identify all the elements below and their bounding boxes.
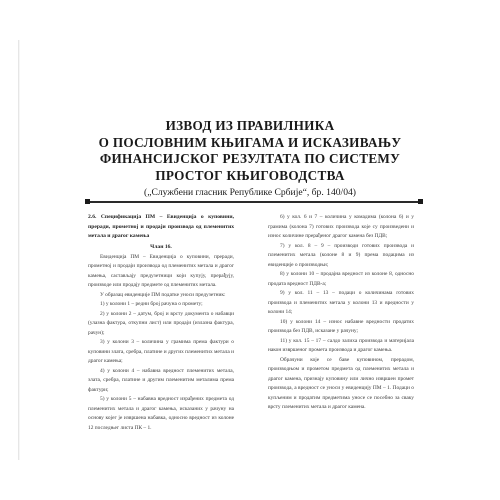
article-number: Члан 16. — [150, 243, 172, 250]
page-edge-shadow — [18, 40, 20, 460]
title-line-3: ФИНАНСИЈСКОГ РЕЗУЛТАТА ПО СИСТЕМУ — [99, 151, 401, 166]
paragraph: 9) у кол. 11 – 13 – подаци о количинама готових производа и племенитих метала у колони 13 и вредности у колони 14; — [268, 290, 414, 315]
gazette-reference: („Службени гласник Републике Србије“, бр. 140/04) — [144, 187, 356, 198]
section-heading: 2.6. Спецификација ПМ – Евиденција о куповини, преради, прометној и продаји производа од племенитих метала и драгог камења — [88, 214, 234, 239]
divider-right-ornament — [418, 199, 423, 204]
right-text-column — [268, 213, 414, 413]
paragraph: Евиденција ПМ – Евиденција о куповини, преради, прометној и продаји производа од племенитих метала и драгог камења, састављају предузетници који купују, прерађују, производе или продају предмете од племенитих метала. — [88, 253, 234, 288]
title-divider — [88, 199, 420, 205]
paragraph: 3) у колони 3 – количина у грамима према фактури о куповини злата, сребра, платине и других племенитих метала и драгог камења; — [88, 339, 234, 364]
paragraph: 5) у колони 5 – набавна вредност израђених предмета од племенитих метала и драгог камења, исказаних у рачуну на основу којег је извршена набавка, односно вредност из колоне 12 последњег листа ПК – 1. — [88, 396, 234, 431]
paragraph: 2) у колони 2 – датум, број и врсту документа о набавци (улазна фактура, откупни лист) или продаји (излазна фактура, рачун); — [88, 310, 234, 336]
title-line-2: О ПОСЛОВНИМ КЊИГАМА И ИСКАЗИВАЊУ — [98, 134, 402, 150]
paragraph: 6) у кол. 6 и 7 – количина у комадима (колона 6) и у грамима (колона 7) готових производа које су произведени и износ количине прерађеног драгог камена без ПДВ; — [268, 214, 414, 239]
title-line-4: ПРОСТОГ КЊИГОВОДСТВА — [155, 167, 345, 183]
title-line-1: ИЗВОД ИЗ ПРАВИЛНИКА — [165, 118, 335, 133]
paragraph: 7) у кол. 8 – 9 – производи готових производа и племенитих метала (колоне 8 и 9) према подацима из евиденције о производњи; — [268, 242, 414, 268]
paragraph: 11) у кол. 15 – 17 – салдо залиха производа и материјала након извршеног промета производа и драгог камења. — [268, 337, 414, 353]
divider-line — [88, 201, 420, 203]
paragraph: 4) у колони 4 – набавна вредност племенитих метала, злата, сребра, платине и другим племенитим металима према фактури; — [88, 367, 234, 393]
divider-left-ornament — [85, 199, 90, 204]
paragraph: 8) у колони 10 – продајна вредност из колоне 8, односно продата вредност ПДВ-а; — [268, 271, 414, 287]
paragraph: 10) у колони 14 – износ набавне вредности продатих производа без ПДВ, исказане у рачуну; — [268, 318, 414, 334]
paragraph: Обрачуни које се баве куповином, прерадом, производњом и прометом предмета од племенитих метала и драгог камена, признају куповину или лично извршен промет производа, а вредност се уноси у евиденцију ПМ – 1. Подаци о купљеним и продатим предметима уносе се посебно за сваку врсту племенитих метала и драгог камена. — [268, 356, 414, 410]
paragraph: У образац евиденције ПМ податке уноси предузетник: — [100, 291, 226, 298]
left-text-column — [88, 213, 234, 433]
title-block — [40, 118, 460, 200]
paragraph: 1) у колони 1 – редни број рачуна о промету; — [100, 301, 203, 307]
